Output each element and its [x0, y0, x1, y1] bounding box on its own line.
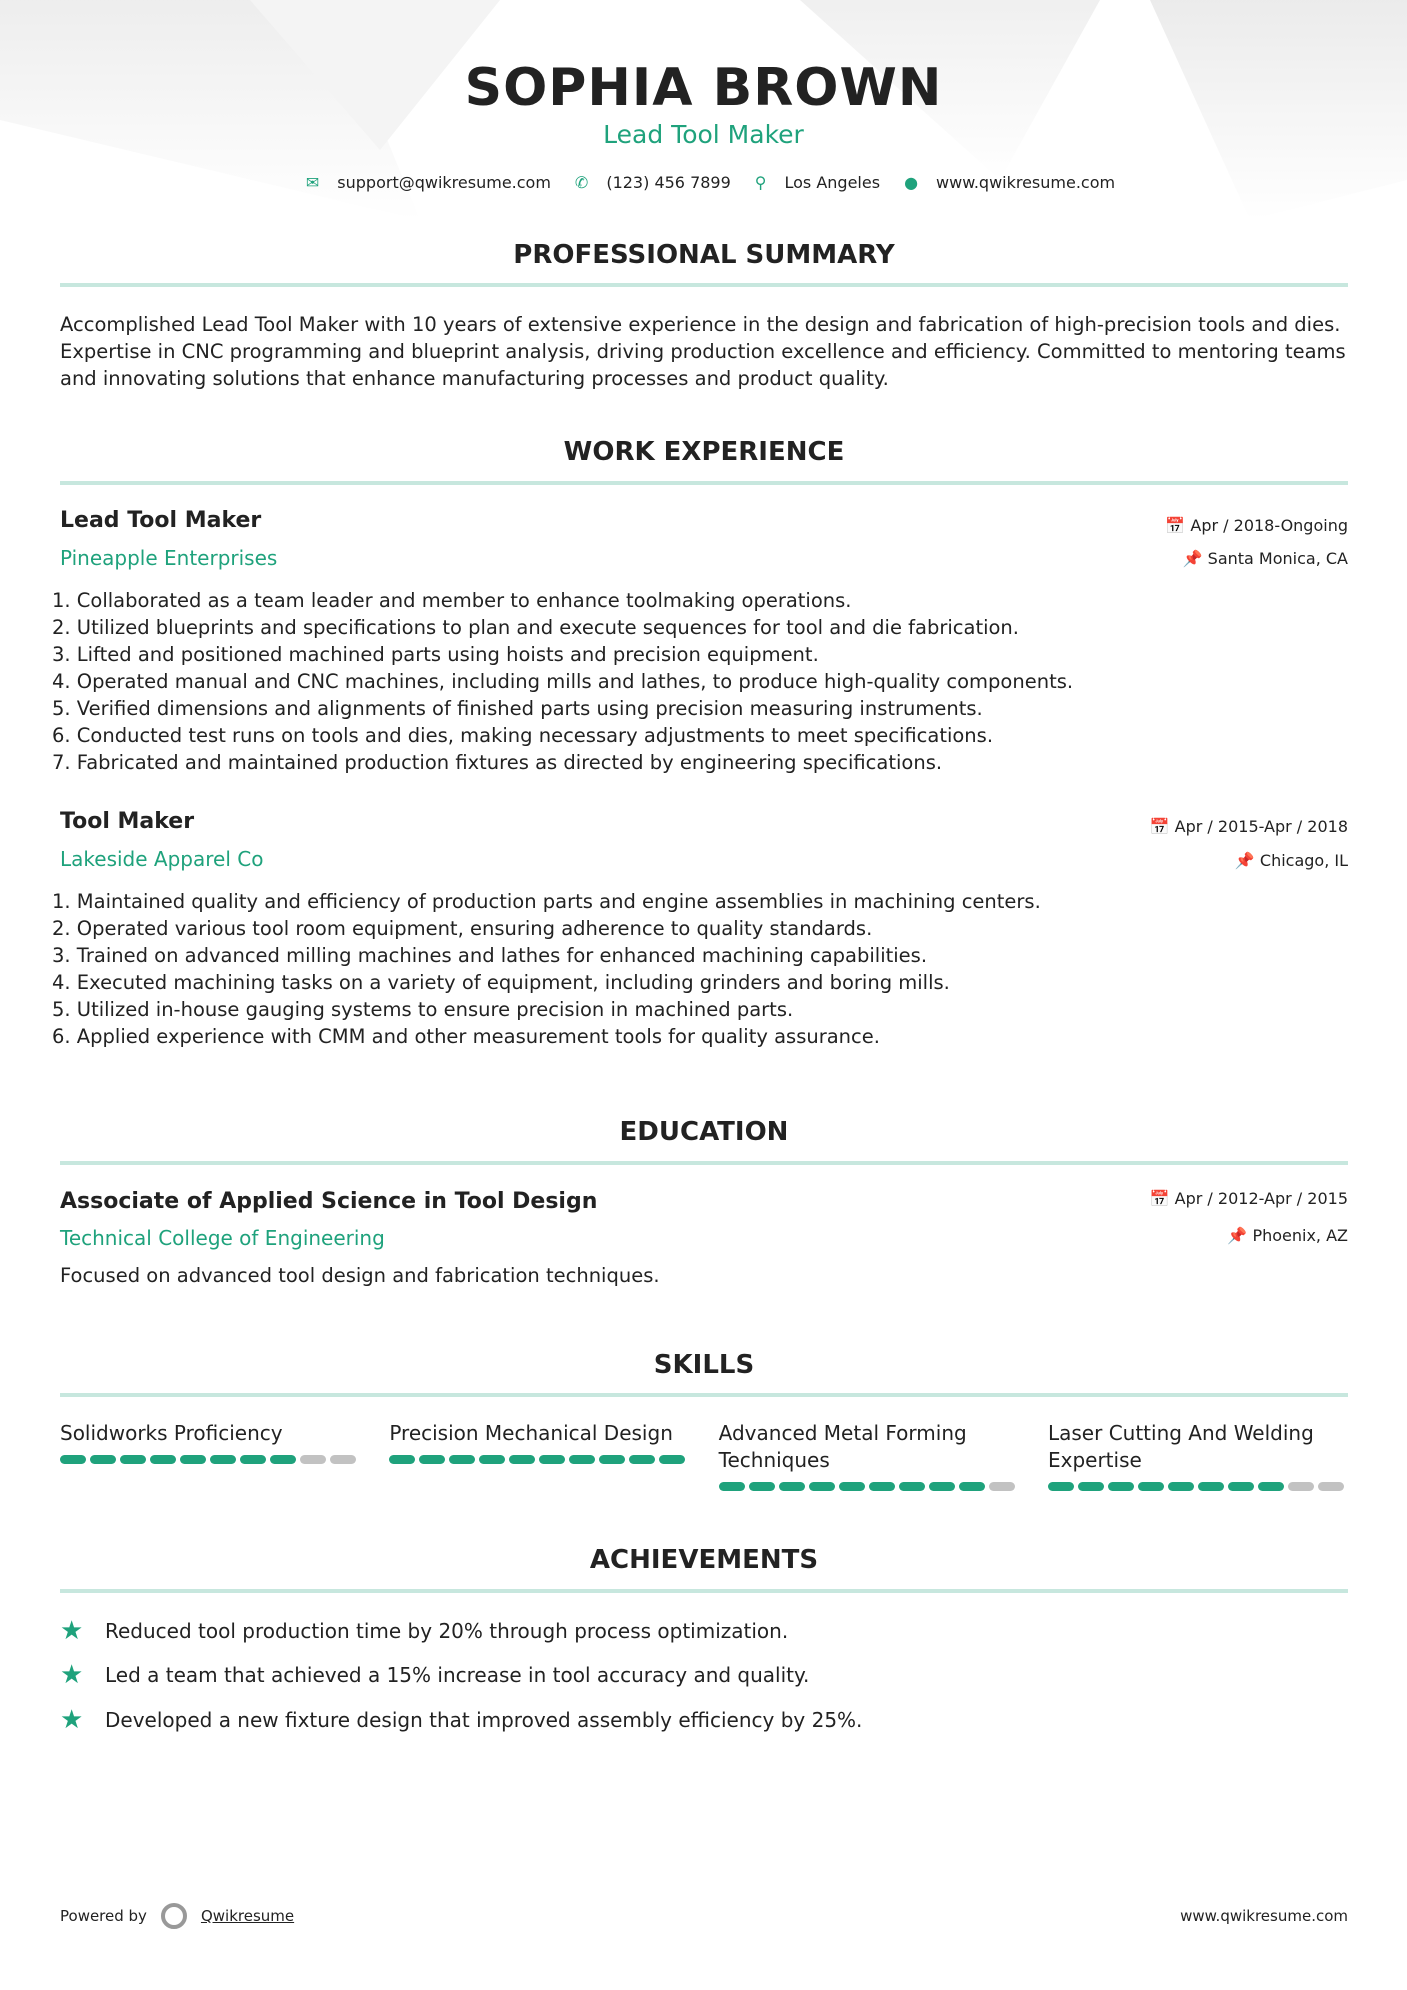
rating-dot-filled — [1138, 1482, 1164, 1491]
rating-dot-filled — [389, 1455, 415, 1464]
rating-dot-filled — [569, 1455, 595, 1464]
achievement-item: ★ Led a team that achieved a 15% increase in tool accuracy and quality. — [60, 1660, 810, 1690]
brand-link[interactable]: Qwikresume — [200, 1907, 295, 1925]
rating-dot-filled — [719, 1482, 745, 1491]
rating-dot-filled — [419, 1455, 445, 1464]
list-item: 4. Executed machining tasks on a variety of equipment, including grinders and boring mills. — [52, 971, 950, 994]
list-item: 1. Collaborated as a team leader and member to enhance toolmaking operations. — [52, 589, 852, 612]
pin-icon: 📌 — [1227, 1226, 1253, 1245]
rating-dot-empty — [330, 1455, 356, 1464]
skill-rating — [719, 1482, 1019, 1491]
divider — [60, 1161, 1348, 1165]
job-location: 📌 Chicago, IL — [1234, 851, 1348, 870]
list-item: 3. Lifted and positioned machined parts using hoists and precision equipment. — [52, 643, 819, 666]
list-item: 2. Utilized blueprints and specifications to plan and execute sequences for tool and die fabrication. — [52, 616, 1019, 639]
education-location: 📌 Phoenix, AZ — [1227, 1226, 1348, 1245]
rating-dot-filled — [1258, 1482, 1284, 1491]
rating-dot-empty — [300, 1455, 326, 1464]
rating-dot-filled — [899, 1482, 925, 1491]
footer-powered — [60, 1903, 294, 1929]
list-item: 5. Verified dimensions and alignments of finished parts using precision measuring instruments. — [52, 697, 983, 720]
rating-dot-filled — [1108, 1482, 1134, 1491]
rating-dot-filled — [210, 1455, 236, 1464]
rating-dot-empty — [989, 1482, 1015, 1491]
skill-name: Solidworks Proficiency — [60, 1421, 283, 1445]
rating-dot-filled — [90, 1455, 116, 1464]
rating-dot-filled — [150, 1455, 176, 1464]
pin-icon: 📌 — [1234, 851, 1260, 870]
globe-icon: ● — [904, 173, 919, 192]
section-heading-achievements: ACHIEVEMENTS — [589, 1545, 819, 1575]
rating-dot-filled — [1228, 1482, 1254, 1491]
job-bullets — [52, 587, 1352, 776]
rating-dot-filled — [959, 1482, 985, 1491]
qwikresume-logo-icon — [161, 1903, 187, 1929]
rating-dot-filled — [509, 1455, 535, 1464]
skill-item — [719, 1420, 1019, 1491]
location: Los Angeles — [784, 173, 881, 192]
job-bullets — [52, 888, 1352, 1050]
degree: Associate of Applied Science in Tool Design — [60, 1189, 598, 1214]
footer-website[interactable]: www.qwikresume.com — [1180, 1907, 1348, 1925]
education-description: Focused on advanced tool design and fabrication techniques. — [60, 1264, 660, 1287]
summary-text: Accomplished Lead Tool Maker with 10 years of extensive experience in the design and fabrication of high-precision tools and dies. Expertise in CNC programming and blueprint analysis, driving production excellence and efficiency. Committed to mentoring teams and innovating solutions that enhance manufacturing processes and product quality. — [60, 313, 1346, 390]
school: Technical College of Engineering — [60, 1226, 385, 1250]
skill-item — [389, 1420, 689, 1491]
rating-dot-filled — [60, 1455, 86, 1464]
rating-dot-filled — [929, 1482, 955, 1491]
candidate-title: Lead Tool Maker — [603, 120, 804, 149]
calendar-icon: 📅 — [1149, 817, 1175, 836]
section-heading-summary: PROFESSIONAL SUMMARY — [513, 240, 895, 270]
job-title: Tool Maker — [60, 809, 195, 834]
rating-dot-filled — [449, 1455, 475, 1464]
divider — [60, 1589, 1348, 1593]
rating-dot-filled — [779, 1482, 805, 1491]
rating-dot-filled — [1168, 1482, 1194, 1491]
phone: (123) 456 7899 — [606, 173, 731, 192]
rating-dot-filled — [1198, 1482, 1224, 1491]
rating-dot-filled — [240, 1455, 266, 1464]
skill-rating — [389, 1455, 689, 1464]
section-heading-skills: SKILLS — [653, 1350, 755, 1380]
powered-by-label: Powered by — [60, 1907, 147, 1925]
skill-rating — [1048, 1482, 1348, 1491]
job-dates: 📅 Apr / 2015-Apr / 2018 — [1149, 817, 1348, 836]
achievement-item: ★ Developed a new fixture design that improved assembly efficiency by 25%. — [60, 1705, 863, 1735]
achievement-item: ★ Reduced tool production time by 20% through process optimization. — [60, 1616, 789, 1646]
rating-dot-empty — [1288, 1482, 1314, 1491]
email-link[interactable]: support@qwikresume.com — [337, 173, 551, 192]
rating-dot-filled — [270, 1455, 296, 1464]
rating-dot-filled — [120, 1455, 146, 1464]
list-item: 7. Fabricated and maintained production fixtures as directed by engineering specifications. — [52, 751, 943, 774]
job-location: 📌 Santa Monica, CA — [1182, 549, 1348, 568]
list-item: 1. Maintained quality and efficiency of production parts and engine assemblies in machining centers. — [52, 890, 1041, 913]
calendar-icon: 📅 — [1149, 1189, 1175, 1208]
list-item: 6. Applied experience with CMM and other measurement tools for quality assurance. — [52, 1025, 880, 1048]
skill-item — [1048, 1420, 1348, 1491]
rating-dot-filled — [479, 1455, 505, 1464]
skills-grid — [60, 1420, 1348, 1491]
phone-icon: ✆ — [574, 173, 589, 192]
rating-dot-filled — [869, 1482, 895, 1491]
section-heading-experience: WORK EXPERIENCE — [563, 437, 845, 467]
rating-dot-filled — [659, 1455, 685, 1464]
list-item: 4. Operated manual and CNC machines, including mills and lathes, to produce high-quality components. — [52, 670, 1074, 693]
rating-dot-filled — [629, 1455, 655, 1464]
list-item: 3. Trained on advanced milling machines and lathes for enhanced machining capabilities. — [52, 944, 928, 967]
rating-dot-filled — [809, 1482, 835, 1491]
rating-dot-filled — [1048, 1482, 1074, 1491]
list-item: 2. Operated various tool room equipment, ensuring adherence to quality standards. — [52, 917, 873, 940]
job-title: Lead Tool Maker — [60, 508, 262, 533]
list-item: 6. Conducted test runs on tools and dies, making necessary adjustments to meet specifications. — [52, 724, 994, 747]
rating-dot-filled — [180, 1455, 206, 1464]
divider — [60, 481, 1348, 485]
skill-item — [60, 1420, 360, 1491]
envelope-icon: ✉ — [305, 173, 320, 192]
list-item: 5. Utilized in-house gauging systems to ensure precision in machined parts. — [52, 998, 794, 1021]
calendar-icon: 📅 — [1165, 516, 1191, 535]
job-company: Lakeside Apparel Co — [60, 847, 264, 871]
candidate-name: SOPHIA BROWN — [464, 58, 943, 118]
website-link[interactable]: www.qwikresume.com — [936, 173, 1116, 192]
rating-dot-filled — [539, 1455, 565, 1464]
skill-name: Advanced Metal Forming Techniques — [718, 1421, 967, 1472]
star-icon: ★ — [60, 1660, 84, 1690]
star-icon: ★ — [60, 1616, 84, 1646]
star-icon: ★ — [60, 1705, 84, 1735]
contact-bar — [0, 173, 1407, 192]
rating-dot-empty — [1318, 1482, 1344, 1491]
rating-dot-filled — [839, 1482, 865, 1491]
job-company: Pineapple Enterprises — [60, 546, 278, 570]
skill-name: Precision Mechanical Design — [389, 1421, 673, 1445]
section-heading-education: EDUCATION — [619, 1117, 789, 1147]
divider — [60, 283, 1348, 287]
rating-dot-filled — [749, 1482, 775, 1491]
divider — [60, 1393, 1348, 1397]
map-pin-icon: ⚲ — [754, 173, 767, 192]
education-dates: 📅 Apr / 2012-Apr / 2015 — [1149, 1189, 1348, 1208]
rating-dot-filled — [599, 1455, 625, 1464]
skill-rating — [60, 1455, 360, 1464]
skill-name: Laser Cutting And Welding Expertise — [1047, 1421, 1314, 1472]
job-dates: 📅 Apr / 2018-Ongoing — [1165, 516, 1348, 535]
pin-icon: 📌 — [1182, 549, 1208, 568]
rating-dot-filled — [1078, 1482, 1104, 1491]
